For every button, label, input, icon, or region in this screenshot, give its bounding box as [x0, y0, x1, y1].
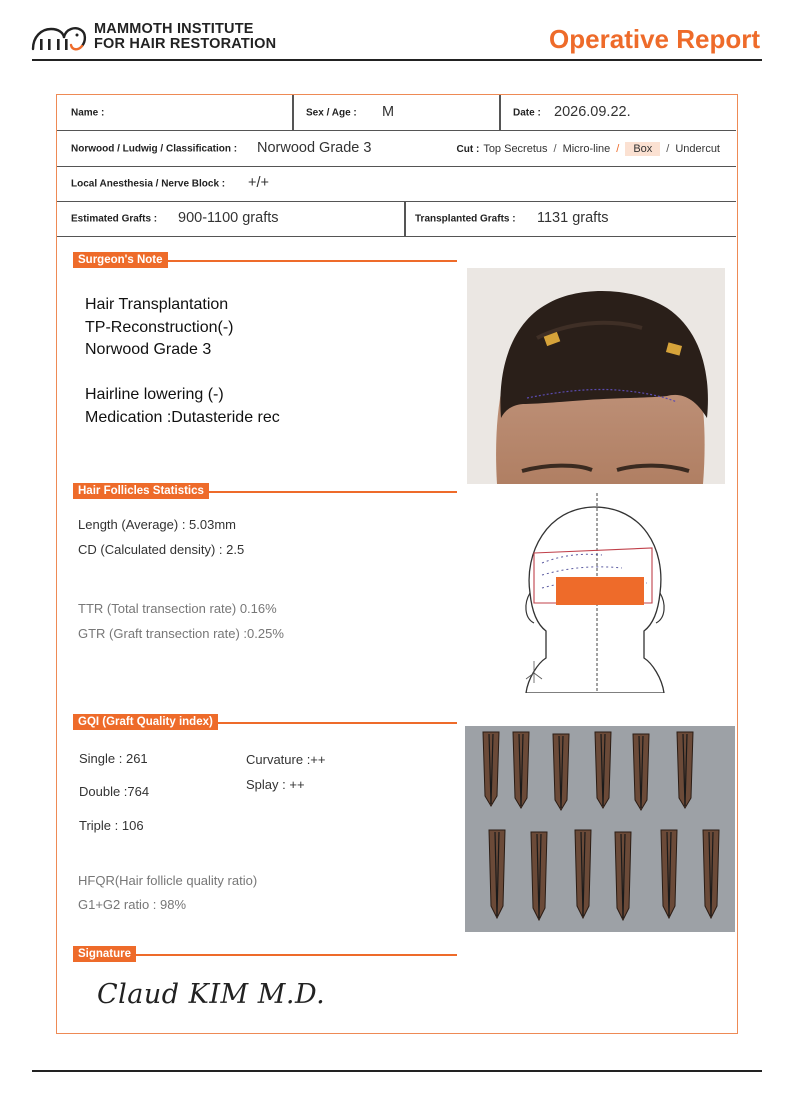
sexage-label: Sex / Age : — [306, 107, 357, 118]
classification-value: Norwood Grade 3 — [257, 139, 372, 156]
cut-option-box-selected: Box — [625, 142, 660, 156]
mammoth-logo-icon — [30, 20, 90, 54]
institute-logo — [30, 20, 280, 54]
classification-label: Norwood / Ludwig / Classification : — [71, 143, 238, 154]
report-frame — [56, 94, 738, 1034]
note-line: Hairline lowering (-) — [85, 386, 224, 403]
gqi-hfqr: HFQR(Hair follicle quality ratio) — [78, 873, 258, 888]
signature-heading: Signature — [73, 946, 136, 962]
cut-option-top-secretus: Top Secretus — [483, 142, 548, 155]
date-value: 2026.09.22. — [554, 103, 631, 120]
date-label: Date : — [513, 107, 541, 118]
gqi-heading: GQI (Graft Quality index) — [73, 714, 218, 730]
signature-header — [73, 946, 457, 962]
note-line: Medication :Dutasteride rec — [85, 408, 280, 426]
cut-label: Cut : — [456, 143, 480, 155]
stat-gtr: GTR (Graft transection rate) :0.25% — [78, 626, 284, 641]
donor-area-diagram — [512, 493, 672, 693]
info-row-grafts — [57, 202, 736, 237]
note-line — [85, 362, 280, 385]
graft-microscope-photo — [465, 726, 735, 932]
follicle-stats-header — [73, 483, 457, 499]
transplanted-grafts-label: Transplanted Grafts : — [415, 213, 516, 225]
info-row-anesthesia — [57, 167, 736, 202]
sexage-value: M — [382, 103, 395, 120]
logo-line-2: FOR HAIR RESTORATION — [94, 36, 277, 52]
surgeons-note-header — [73, 252, 457, 268]
document-title: Operative Report — [549, 24, 760, 54]
stat-cd: CD (Calculated density) : 2.5 — [78, 542, 245, 557]
gqi-header — [73, 714, 457, 730]
column-divider — [292, 95, 294, 130]
stat-ttr: TTR (Total transection rate) 0.16% — [78, 601, 277, 616]
gqi-triple: Triple : 106 — [79, 818, 144, 833]
scalp-photo-image — [467, 268, 725, 484]
anesthesia-value: +/+ — [248, 175, 269, 192]
follicle-stats-heading: Hair Follicles Statistics — [73, 483, 209, 499]
gqi-ratio: G1+G2 ratio : 98% — [78, 897, 187, 912]
grafts-image — [465, 726, 735, 932]
estimated-grafts-label: Estimated Grafts : — [71, 213, 158, 225]
name-label: Name : — [71, 107, 105, 118]
column-divider — [404, 202, 406, 236]
surgeons-note-heading: Surgeon's Note — [73, 252, 168, 268]
logo-line-1: MAMMOTH INSTITUTE — [94, 21, 254, 37]
header-divider — [32, 59, 762, 61]
cut-option-undercut: Undercut — [675, 142, 720, 155]
stat-length: Length (Average) : 5.03mm — [78, 517, 237, 532]
gqi-splay: Splay : ++ — [246, 777, 305, 792]
info-row-name — [57, 95, 736, 131]
scalp-photo — [467, 268, 725, 484]
note-line: Hair Transplantation — [85, 296, 229, 313]
footer-divider — [32, 1070, 762, 1072]
gqi-double: Double :764 — [79, 784, 150, 799]
surgeons-note-text — [85, 294, 280, 429]
info-row-classification — [57, 131, 736, 167]
head-diagram-image — [512, 493, 672, 693]
anesthesia-label: Local Anesthesia / Nerve Block : — [71, 178, 226, 190]
note-line: TP-Reconstruction(-) — [85, 318, 234, 336]
doctor-signature: Claud KIM M.D. — [97, 979, 326, 1010]
column-divider — [499, 95, 501, 130]
gqi-curvature: Curvature :++ — [246, 752, 326, 767]
note-line: Norwood Grade 3 — [85, 341, 212, 358]
transplanted-grafts-value: 1131 grafts — [537, 210, 609, 227]
cut-option-micro-line: Micro-line — [562, 142, 611, 155]
gqi-single: Single : 261 — [79, 751, 148, 766]
cut-options: Cut : Top Secretus / Micro-line / Box / Undercut — [456, 142, 720, 155]
estimated-grafts-value: 900-1100 grafts — [178, 210, 279, 227]
